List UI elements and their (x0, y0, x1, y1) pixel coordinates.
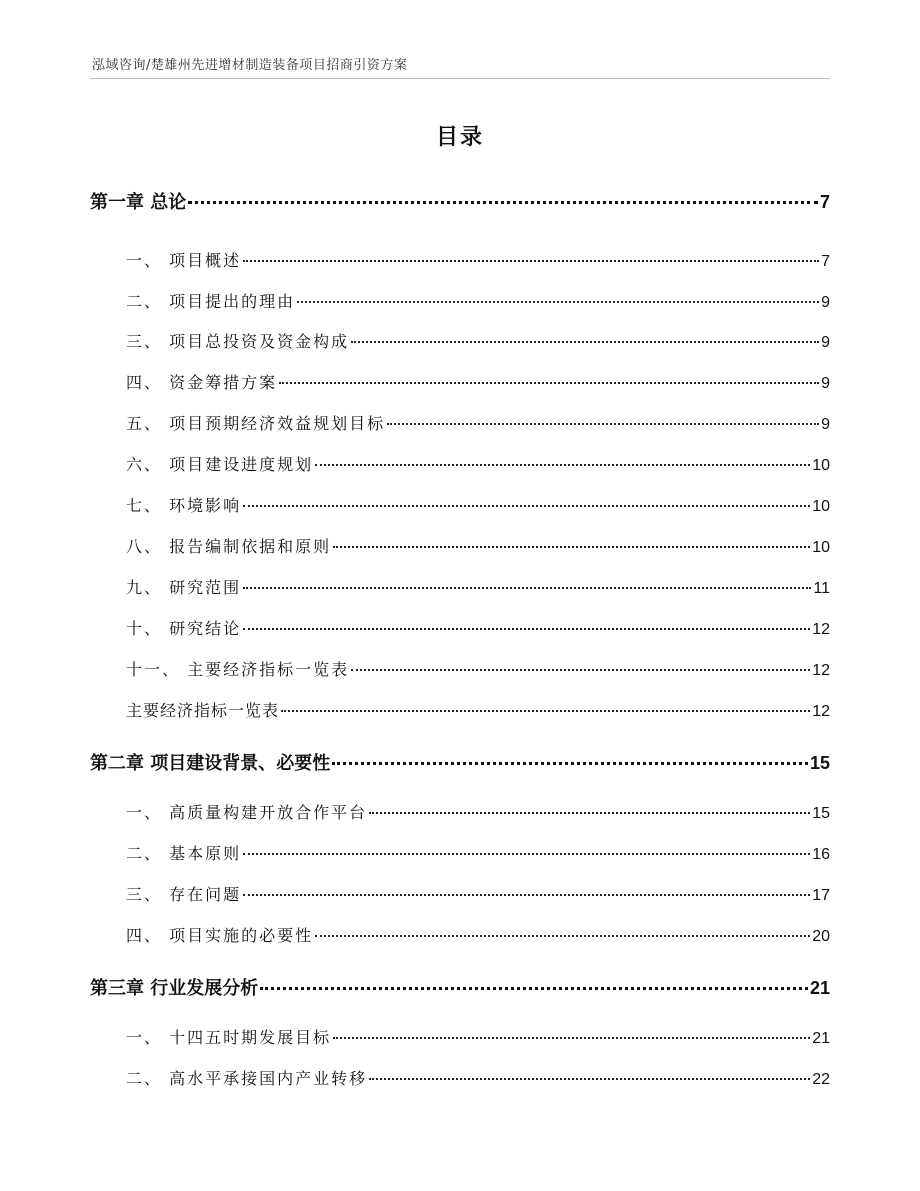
dot-leader (243, 505, 810, 507)
toc-chapter-entry[interactable] (90, 974, 830, 1000)
toc-page-number: 22 (812, 1071, 830, 1088)
toc-section-entry[interactable] (90, 1025, 830, 1048)
dot-leader (333, 546, 810, 548)
toc-entry-label: 七、 环境影响 (126, 496, 242, 515)
toc-page-number: 21 (812, 1030, 830, 1047)
toc-section-entry[interactable] (90, 493, 830, 516)
toc-entry-label: 主要经济指标一览表 (126, 701, 280, 720)
dot-leader (332, 762, 808, 765)
toc-entry-label: 五、 项目预期经济效益规划目标 (126, 414, 386, 433)
toc-entry-label: 八、 报告编制依据和原则 (126, 537, 332, 556)
dot-leader (243, 894, 810, 896)
toc-page-number: 10 (812, 539, 830, 556)
toc-entry-label: 六、 项目建设进度规划 (126, 455, 314, 474)
dot-leader (243, 587, 811, 589)
toc-entry-label: 二、 基本原则 (126, 844, 242, 863)
toc-page-number: 12 (812, 621, 830, 638)
toc-entry-label: 十一、 主要经济指标一览表 (126, 660, 350, 679)
dot-leader (279, 382, 819, 384)
dot-leader (281, 710, 810, 712)
toc-page-number: 7 (821, 253, 830, 270)
toc-entry-label: 一、 高质量构建开放合作平台 (126, 803, 368, 822)
toc-chapter-entry[interactable] (90, 188, 830, 214)
toc-section-entry[interactable] (90, 452, 830, 475)
toc-section-entry[interactable] (90, 841, 830, 864)
dot-leader (387, 423, 819, 425)
toc-section-entry[interactable] (90, 411, 830, 434)
toc-page-number: 15 (812, 805, 830, 822)
toc-chapter-entry[interactable] (90, 749, 830, 775)
header-divider (90, 78, 830, 79)
toc-page-number: 21 (809, 978, 830, 998)
toc-section-entry[interactable] (90, 575, 830, 598)
toc-section-entry[interactable] (90, 800, 830, 823)
toc-entry-label: 三、 存在问题 (126, 885, 242, 904)
toc-entry-label: 四、 资金筹措方案 (126, 373, 278, 392)
toc-entry-label: 十、 研究结论 (126, 619, 242, 638)
toc-page-number: 7 (819, 192, 830, 212)
dot-leader (351, 341, 819, 343)
toc-page-number: 17 (812, 887, 830, 904)
toc-entry-label: 九、 研究范围 (126, 578, 242, 597)
toc-page-number: 20 (812, 928, 830, 945)
toc-section-entry[interactable] (90, 534, 830, 557)
toc-page-number: 15 (809, 753, 830, 773)
dot-leader (351, 669, 810, 671)
toc-page-number: 9 (821, 416, 830, 433)
page-title: 目录 (435, 125, 484, 150)
toc-section-entry[interactable] (90, 248, 830, 271)
toc-section-entry[interactable] (90, 370, 830, 393)
toc-section-entry[interactable] (90, 657, 830, 680)
toc-page-number: 9 (821, 334, 830, 351)
dot-leader (315, 935, 810, 937)
toc-section-entry[interactable] (90, 329, 830, 352)
toc-page-number: 10 (812, 498, 830, 515)
toc-page-number: 11 (813, 580, 830, 597)
dot-leader (188, 201, 818, 204)
dot-leader (243, 853, 810, 855)
toc-page-number: 12 (812, 703, 830, 720)
toc-entry-label: 第一章 总论 (90, 192, 187, 213)
toc-page-number: 9 (821, 375, 830, 392)
toc-section-entry[interactable] (90, 698, 830, 721)
toc-page-number: 9 (821, 294, 830, 311)
toc-entry-label: 一、 十四五时期发展目标 (126, 1028, 332, 1047)
dot-leader (297, 301, 819, 303)
toc-section-entry[interactable] (90, 1066, 830, 1089)
toc-entry-label: 一、 项目概述 (126, 251, 242, 270)
toc-section-entry[interactable] (90, 923, 830, 946)
dot-leader (243, 260, 819, 262)
toc-entry-label: 二、 项目提出的理由 (126, 292, 296, 311)
dot-leader (369, 812, 810, 814)
toc-section-entry[interactable] (90, 616, 830, 639)
toc-page-number: 12 (812, 662, 830, 679)
dot-leader (333, 1037, 810, 1039)
toc-entry-label: 第三章 行业发展分析 (90, 978, 259, 999)
toc-page-number: 10 (812, 457, 830, 474)
toc-section-entry[interactable] (90, 289, 830, 312)
running-header: 泓域咨询/楚雄州先进增材制造装备项目招商引资方案 (92, 58, 408, 73)
dot-leader (243, 628, 810, 630)
dot-leader (315, 464, 810, 466)
toc-page-number: 16 (812, 846, 830, 863)
toc-entry-label: 四、 项目实施的必要性 (126, 926, 314, 945)
toc-entry-label: 三、 项目总投资及资金构成 (126, 332, 350, 351)
toc-entry-label: 第二章 项目建设背景、必要性 (90, 753, 331, 774)
toc-entry-label: 二、 高水平承接国内产业转移 (126, 1069, 368, 1088)
dot-leader (369, 1078, 810, 1080)
toc-section-entry[interactable] (90, 882, 830, 905)
dot-leader (260, 987, 808, 990)
